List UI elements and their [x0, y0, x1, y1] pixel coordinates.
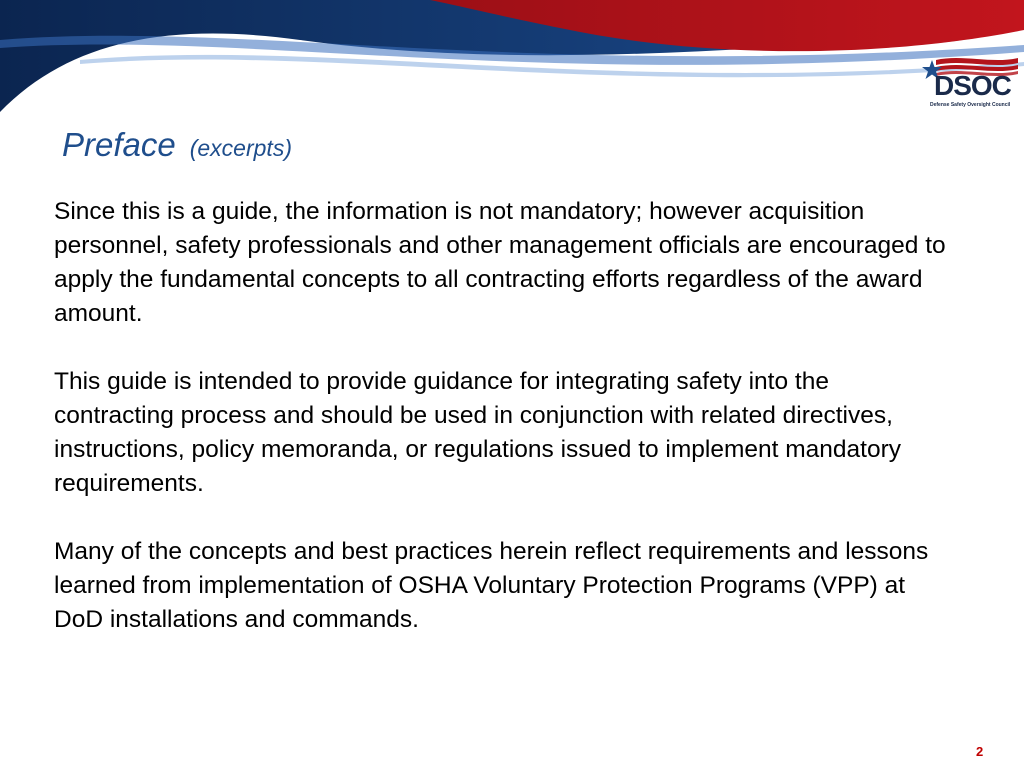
title-main: Preface [62, 126, 176, 163]
paragraph: This guide is intended to provide guidance for integrating safety into the contracting process and should be used in conjunction with related directives, instructions, policy memoranda, or regulations issued to implement mandatory requirements. [54, 368, 902, 497]
logo-subtext: Defense Safety Oversight Council [930, 102, 1011, 108]
logo-text: DSOC [934, 70, 1011, 101]
slide-title [62, 126, 292, 164]
paragraph: Many of the concepts and best practices herein reflect requirements and lessons learned from implementation of OSHA Voluntary Protection Programs (VPP) at DoD installations and commands. [54, 538, 929, 633]
page-number: 2 [976, 744, 984, 759]
slide-body [54, 195, 954, 671]
paragraph: Since this is a guide, the information is not mandatory; however acquisition personnel, safety professionals and other management officials are encouraged to apply the fundamental concepts to all contracting efforts regardless of the award amount. [54, 198, 946, 327]
title-subtitle: (excerpts) [189, 135, 292, 161]
header-banner [0, 0, 1024, 120]
